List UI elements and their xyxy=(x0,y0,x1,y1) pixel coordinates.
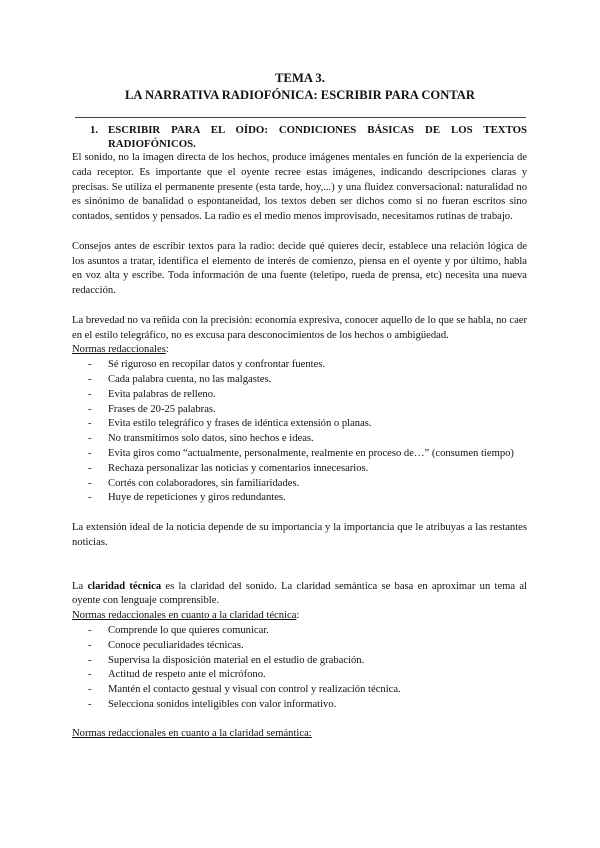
bullet-dash: - xyxy=(88,433,92,445)
list-item: - No transmitimos solo datos, sino hechos e ideas. xyxy=(72,432,527,447)
bullet-dash: - xyxy=(88,669,92,681)
title-divider xyxy=(75,117,526,118)
bullet-dash: - xyxy=(88,359,92,371)
normas-heading xyxy=(72,343,527,358)
normas-tecnica-list xyxy=(72,624,527,713)
list-item: - Cortés con colaboradores, sin familiaridades. xyxy=(72,477,527,492)
list-item: - Sé riguroso en recopilar datos y confrontar fuentes. xyxy=(72,358,527,373)
list-item: - Mantén el contacto gestual y visual con control y realización técnica. xyxy=(72,683,527,698)
normas-semantica-label: Normas redaccionales en cuanto a la claridad semántica: xyxy=(72,728,312,740)
spacer xyxy=(72,713,527,728)
normas-semantica-heading xyxy=(72,727,527,742)
list-item: - Actitud de respeto ante el micrófono. xyxy=(72,668,527,683)
paragraph-sonido: El sonido, no la imagen directa de los hechos, produce imágenes mentales en función de la experiencia de cada receptor. Es importante que el oyente recree estas imágenes, indicando descripciones claras y precisas. Se utiliza el permanente presente (esta tarde, hoy,...) y una fluidez conversacional: naturalidad no es sinónimo de banalidad o espontaneidad, los textos deben ser dichos como si no fueran escritos sino contados, sentidos y pensados. La radio es el medio menos improvisado, necesitamos rutinas de trabajo. xyxy=(72,152,527,223)
spacer xyxy=(72,299,527,314)
paragraph-extension: La extensión ideal de la noticia depende de su importancia y la importancia que le atribuyas a las restantes noticias. xyxy=(72,521,527,548)
title-line-1: TEMA 3. xyxy=(275,71,325,85)
list-item: - Comprende lo que quieres comunicar. xyxy=(72,624,527,639)
list-item: - Rechaza personalizar las noticias y comentarios innecesarios. xyxy=(72,462,527,477)
bullet-dash: - xyxy=(88,639,92,651)
paragraph-brevedad: La brevedad no va reñida con la precisión: economía expresiva, conocer aquello de lo que se habla, no caer en el estilo telegráfico, no es excusa para desconocimientos de los hechos o ambigüedad. xyxy=(72,314,527,341)
normas-tecnica-heading: Normas redaccionales en cuanto a la claridad técnica: xyxy=(72,610,300,622)
spacer xyxy=(72,225,527,240)
bullet-dash: - xyxy=(88,624,92,636)
document-body xyxy=(72,124,527,742)
bullet-dash: - xyxy=(88,447,92,459)
list-item: - Frases de 20-25 palabras. xyxy=(72,403,527,418)
bullet-dash: - xyxy=(88,373,92,385)
bullet-dash: - xyxy=(88,698,92,710)
bullet-dash: - xyxy=(88,492,92,504)
claridad-tecnica-term: claridad técnica xyxy=(87,580,162,592)
normas-label: Normas redaccionales xyxy=(72,344,166,356)
bullet-dash: - xyxy=(88,388,92,400)
list-item: - Evita palabras de relleno. xyxy=(72,388,527,403)
spacer xyxy=(72,551,527,580)
section-number: 1. xyxy=(90,124,99,136)
list-item: - Evita estilo telegráfico y frases de idéntica extensión o planas. xyxy=(72,417,527,432)
bullet-dash: - xyxy=(88,684,92,696)
normas-colon: : xyxy=(165,344,169,356)
bullet-dash: - xyxy=(88,418,92,430)
bullet-dash: - xyxy=(88,654,92,666)
paragraph-consejos: Consejos antes de escribir textos para la radio: decide qué quieres decir, establece una relación lógica de los asuntos a tratar, identifica el elemento de interés de comienzo, piensa en el oyente y por último, habla en voz alta y escribe. Toda información de una fuente (teletipo, rueda de prensa, etc) necesita una nueva redacción. xyxy=(72,240,527,297)
title-line-2: LA NARRATIVA RADIOFÓNICA: ESCRIBIR PARA CONTAR xyxy=(125,88,475,102)
section-title: ESCRIBIR PARA EL OÍDO: CONDICIONES BÁSICAS DE LOS TEXTOS RADIOFÓNICOS. xyxy=(108,124,527,150)
section-heading-1 xyxy=(72,124,527,151)
bullet-dash: - xyxy=(88,462,92,474)
list-item: - Selecciona sonidos inteligibles con valor informativo. xyxy=(72,698,527,713)
list-item: - Supervisa la disposición material en el estudio de grabación. xyxy=(72,654,527,669)
list-item: - Conoce peculiaridades técnicas. xyxy=(72,639,527,654)
bullet-dash: - xyxy=(88,403,92,415)
document-title xyxy=(0,70,600,104)
paragraph-claridad: La claridad técnica es la claridad del sonido. La claridad semántica se basa en aproximar un tema al oyente con lenguaje comprensible. xyxy=(72,580,527,607)
spacer xyxy=(72,506,527,521)
list-item: - Cada palabra cuenta, no las malgastes. xyxy=(72,373,527,388)
normas-list xyxy=(72,358,527,506)
normas-tecnica-label: Normas redaccionales en cuanto a la claridad técnica xyxy=(72,610,297,622)
bullet-dash: - xyxy=(88,477,92,489)
list-item: - Huye de repeticiones y giros redundantes. xyxy=(72,491,527,506)
list-item: - Evita giros como “actualmente, personalmente, realmente en proceso de…” (consumen tiempo) xyxy=(72,447,527,462)
